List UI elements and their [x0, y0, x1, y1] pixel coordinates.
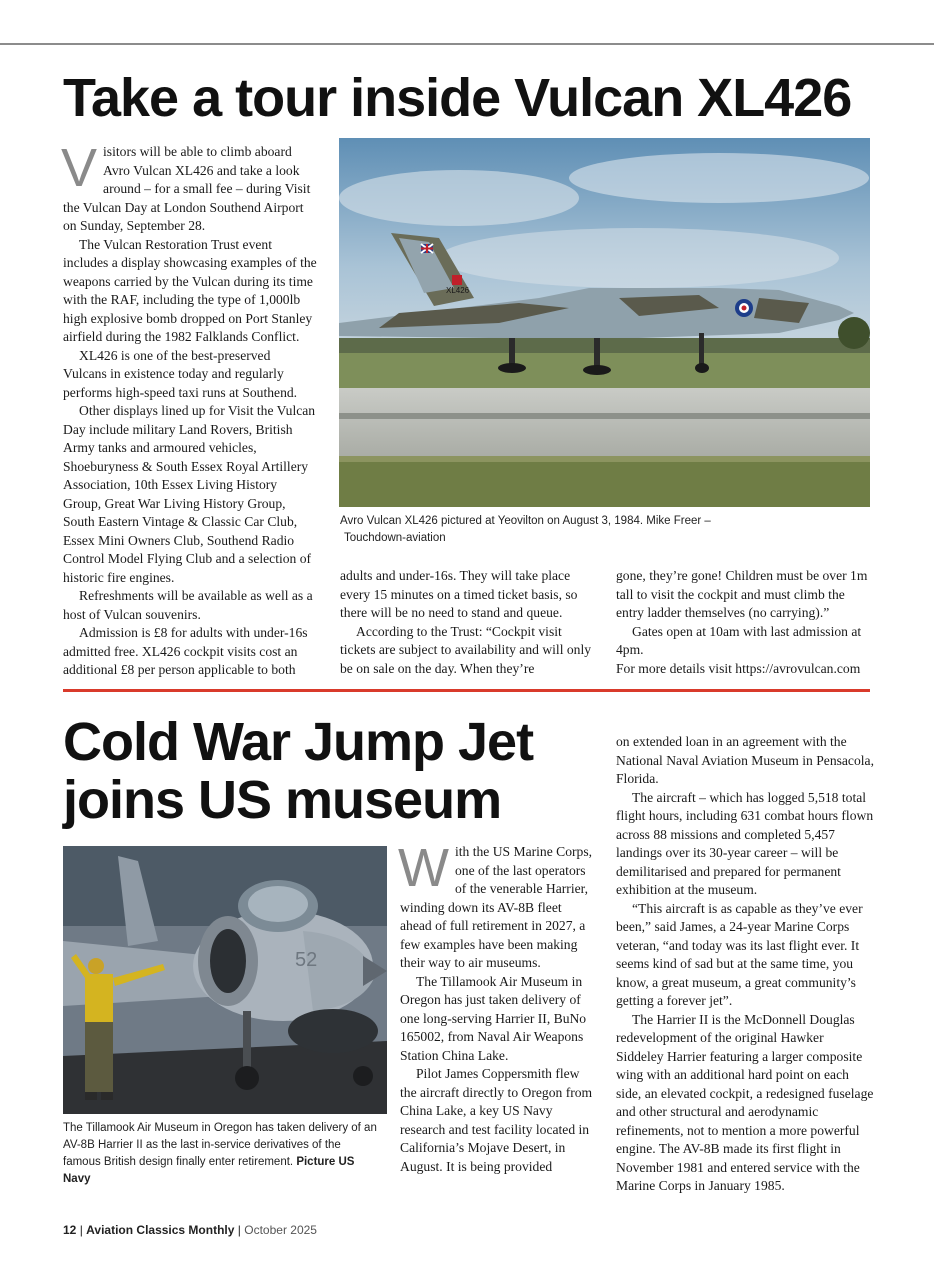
- article2-paragraph: The Harrier II is the McDonnell Douglas redevelopment of the original Hawker Siddeley Harrier featuring a larger composite wing with an additional hard point on each side, an elevated cockpit, a redesigned fuselage and other structural and aerodynamic refinements, not to mention a more powerful engine. The AV-8B made its first flight in November 1981 and entered service with the Marine Corps in January 1985.: [616, 1011, 874, 1193]
- article1-paragraph: Gates open at 10am with last admission at 4pm.: [616, 623, 862, 657]
- article1-link-line: For more details visit https://avrovulcan.com: [616, 660, 861, 676]
- page-footer: 12 | Aviation Classics Monthly | October 2025: [63, 1223, 317, 1237]
- article1-paragraph: Other displays lined up for Visit the Vulcan Day include military Land Rovers, British Army tanks and armoured vehicles, Shoeburyness & South Essex Royal Artillery Association, 10th Essex Living History Group, Great War Living History Group, South Eastern Vintage & Classic Car Club, Essex Mini Owners Club, Southend Radio Control Model Flying Club and a selection of historic fire engines.: [63, 403, 316, 585]
- harrier-photo-caption: The Tillamook Air Museum in Oregon has taken delivery of an AV-8B Harrier II as the last in-service derivatives of the famous British design finally enter retirement. Picture US Navy: [63, 1122, 377, 1185]
- article2-paragraph: The Tillamook Air Museum in Oregon has just taken delivery of one long-serving Harrier II, BuNo 165002, from Naval Air Weapons Station China Lake.: [400, 973, 587, 1063]
- article1-column-1: [61, 138, 317, 680]
- section-divider: [63, 689, 870, 692]
- article2-paragraph: on extended loan in an agreement with the National Naval Aviation Museum in Pensacola, Florida.: [616, 734, 874, 786]
- dropcap: W: [398, 838, 449, 898]
- issue-date: October 2025: [244, 1223, 317, 1237]
- article2-paragraph: The aircraft – which has logged 5,518 total flight hours, including 631 combat hours flown across 88 missions and completed 5,457 landings over its 30-year career – will be demilitarised and prepared for permanent exhibition at the museum.: [616, 789, 874, 897]
- article1-column-2: [340, 567, 596, 678]
- top-rule: [0, 43, 934, 45]
- article2-headline: Cold War Jump Jet joins US museum: [63, 712, 534, 830]
- vulcan-photo-caption: Avro Vulcan XL426 pictured at Yeovilton on August 3, 1984. Mike Freer – Touchdown-aviation: [340, 515, 711, 544]
- vulcan-photo: [339, 138, 870, 507]
- article1-paragraph: According to the Trust: “Cockpit visit tickets are subject to availability and will only be on sale on the day. When they’re: [340, 623, 592, 676]
- harrier-photo: [63, 846, 387, 1114]
- article2-column-2: [398, 838, 596, 1176]
- article1-paragraph: Refreshments will be available as well as a host of Vulcan souvenirs.: [63, 588, 313, 622]
- page-number: 12: [63, 1223, 77, 1237]
- nose-number: 52: [295, 949, 318, 971]
- article2-paragraph: Pilot James Coppersmith flew the aircraft directly to Oregon from China Lake, a key US Navy research and test facility located in California’s Mojave Desert, in August. It is being provided: [400, 1066, 593, 1174]
- article1-paragraph: gone, they’re gone! Children must be over 1m tall to visit the cockpit and must climb the entry ladder themselves (no carrying).”: [616, 568, 868, 620]
- article1-column-3: [616, 567, 874, 678]
- article2-paragraph: With the US Marine Corps, one of the last operators of the venerable Harrier, winding down its AV-8B fleet ahead of full retirement in 2027, a few examples have been making their way to air museums.: [398, 838, 593, 970]
- tail-code: XL426: [446, 286, 470, 295]
- dropcap: V: [61, 138, 98, 198]
- article1-headline: Take a tour inside Vulcan XL426: [63, 68, 852, 128]
- magazine-title: Aviation Classics Monthly: [86, 1223, 235, 1237]
- article2-column-3: [616, 733, 874, 1196]
- article2-paragraph: “This aircraft is as capable as they’ve ever been,” said James, a 24-year Marine Corps veteran, “and today was its last flight ever. It seems kind of sad but at the same time, you know, a great museum, a great community’s getting a forever jet”.: [616, 900, 863, 1008]
- article1-paragraph: Admission is £8 for adults with under-16s admitted free. XL426 cockpit visits cost an additional £8 per person applicable to both: [63, 625, 308, 677]
- article1-paragraph: The Vulcan Restoration Trust event includes a display showcasing examples of the weapons carried by the Vulcan during its time with the RAF, including the type of 1,000lb high explosive bomb dropped on Port Stanley airfield during the 1982 Falklands Conflict.: [63, 236, 317, 344]
- article1-paragraph: adults and under-16s. They will take place every 15 minutes on a timed ticket basis, so there will be no need to stand and queue.: [340, 568, 578, 620]
- photo-credit: Picture US Navy: [63, 1156, 355, 1185]
- article1-paragraph: Visitors will be able to climb aboard Avro Vulcan XL426 and take a look around – for a small fee – during Visit the Vulcan Day at London Southend Airport on Sunday, September 28.: [61, 138, 311, 233]
- article1-paragraph: XL426 is one of the best-preserved Vulcans in existence today and regularly performs high-speed taxi runs at Southend.: [63, 347, 298, 400]
